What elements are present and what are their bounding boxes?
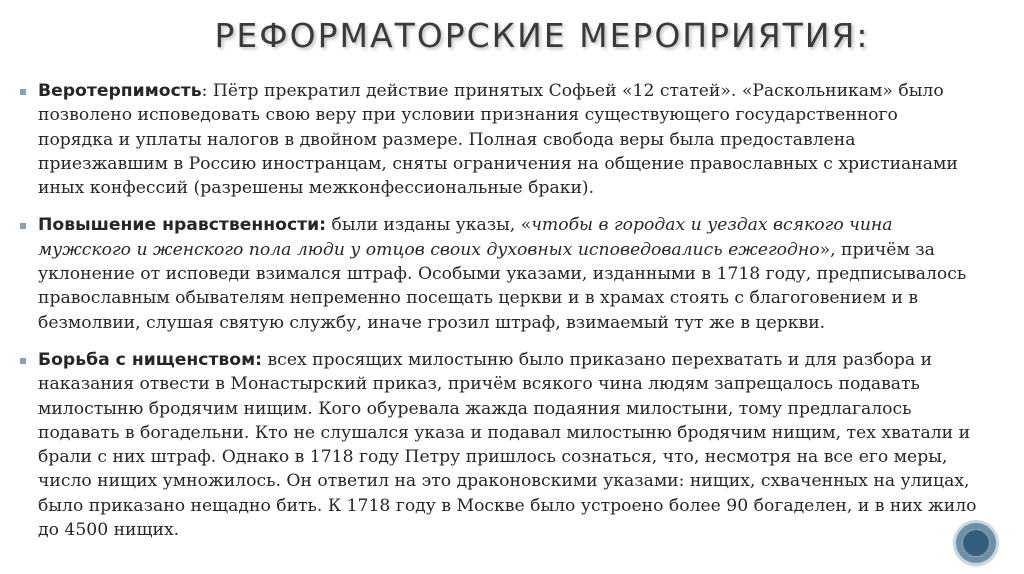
item-text: : Пётр прекратил действие принятых Софьей «12 статей». «Раскольникам» было позволено исповедовать свою веру при условии признания существующего государственного порядка и уплаты налогов в двойном размере. Полная свобода веры была предоставлена приезжавшим в Россию иностранцам, сняты ограничения на общение православных с христианами иных конфессий (разрешены межконфессиональные браки). bbox=[38, 81, 958, 199]
item-term: Повышение нравственности: bbox=[38, 215, 327, 236]
item-term: Веротерпимость bbox=[38, 81, 202, 101]
badge-inner-circle bbox=[962, 529, 990, 557]
bullet-icon bbox=[20, 358, 26, 364]
list-item-beggary bbox=[18, 348, 978, 542]
decorative-badge-icon bbox=[956, 523, 996, 563]
page-title: РЕФОРМАТОРСКИЕ МЕРОПРИЯТИЯ: bbox=[214, 16, 870, 55]
item-term: Борьба с нищенством: bbox=[38, 349, 263, 370]
list-item-tolerance bbox=[18, 79, 978, 200]
list-item-morality bbox=[18, 213, 978, 334]
bullet-icon bbox=[20, 223, 26, 229]
content-list bbox=[18, 79, 978, 555]
item-text: всех просящих милостыню было приказано перехватать и для разбора и наказания отвести в Монастырский приказ, причём всякого чина людям запрещалось подавать милостыню бродячим нищим. Кого обуревала жажда подаяния милостыни, тому предлагалось подавать в богадельни. Кто не слушался указа и подавал милостыню бродячим нищим, тех хватали и брали с них штраф. Однако в 1718 году Петру пришлось сознаться, что, несмотря на все его меры, число нищих умножилось. Он ответил на это драконовскими указами: нищих, схваченных на улицах, было приказано нещадно бить. К 1718 году в Москве было устроено более 90 богаделен, и в них жило до 4500 нищих. bbox=[38, 349, 977, 541]
item-text: », причём за уклонение от исповеди взимался штраф. Особыми указами, изданными в 1718 году, предписывалось православным обывателям непременно посещать церкви и в храмах стоять с благоговением и в безмолвии, слушая святую службу, иначе грозил штраф, взимаемый тут же в церкви. bbox=[38, 239, 967, 333]
item-text: были изданы указы, « bbox=[326, 215, 532, 236]
item-quote: чтобы в городах и уездах всякого чина мужского и женского пола люди у отцов своих духовных исповедовались ежегодно bbox=[38, 215, 893, 260]
bullet-icon bbox=[20, 89, 26, 95]
